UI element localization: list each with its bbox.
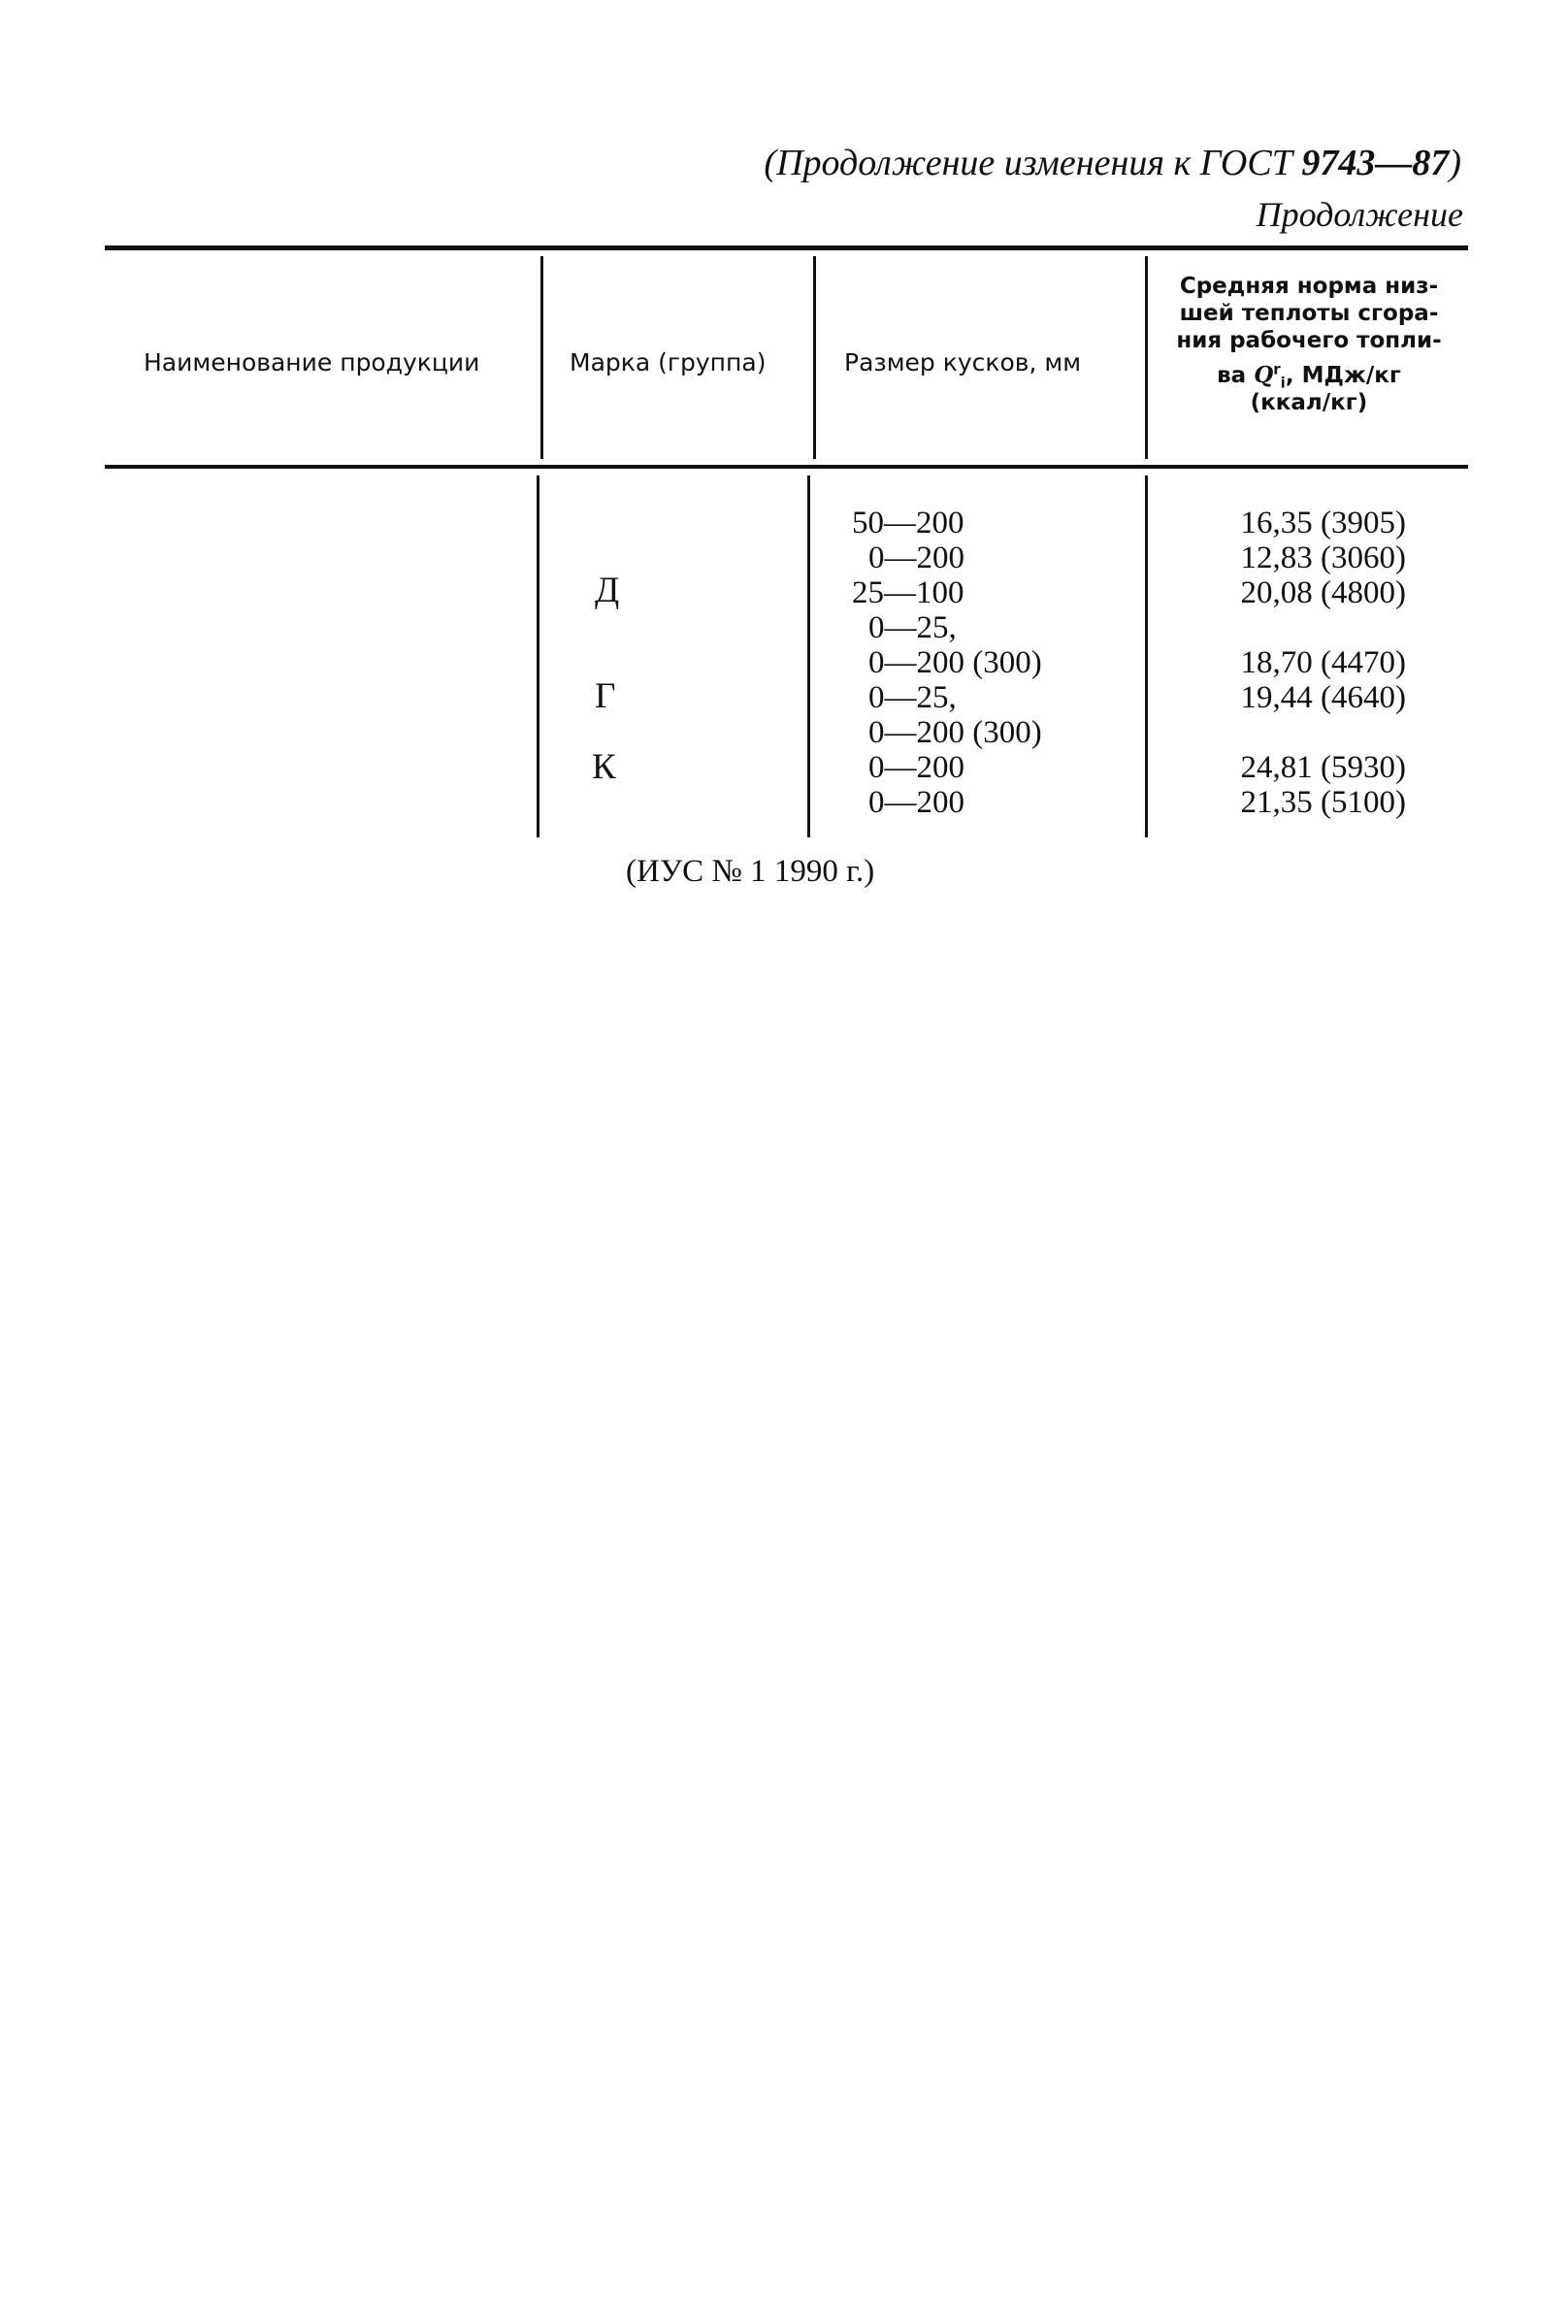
heat-line-4-prefix: ва [1217,363,1255,388]
header-heat-line-3: ния рабочего топли- [1176,328,1442,353]
size-cell: 0—200 [868,785,964,820]
header-heat-line-1: Средняя норма низ- [1179,274,1439,299]
header-heat-line-5: (ккал/кг) [1250,390,1368,415]
size-cell: 25—100 [852,575,964,610]
amendment-source-note: (ИУС № 1 1990 г.) [626,854,875,889]
size-cell: 0—25, [868,680,957,715]
heat-value-cell: 18,70 (4470) [1240,645,1406,680]
body-divider-1 [537,475,539,837]
header-heat-value [1148,273,1470,416]
reference-prefix: (Продолжение изменения к ГОСТ [764,143,1302,183]
mark-cell: К [592,747,616,787]
size-cell: 0—200 (300) [868,715,1042,750]
heat-value-cell: 12,83 (3060) [1240,540,1406,575]
size-cell: 0—25, [868,610,957,645]
body-divider-2 [807,475,810,837]
size-cell: 0—200 [868,540,964,575]
size-cell: 50—200 [852,506,964,540]
header-heat-line-4 [1148,360,1470,392]
mark-cell: Д [595,571,620,610]
heat-value-cell: 20,08 (4800) [1240,575,1406,610]
table-top-rule [105,245,1468,250]
size-cell: 0—200 (300) [868,645,1042,680]
reference-number: 9743—87 [1301,143,1450,183]
table-header-rule [105,465,1468,469]
body-divider-3 [1145,475,1148,837]
header-divider-1 [540,256,543,459]
heat-symbol: Q [1254,362,1274,388]
heat-symbol-sup: r [1273,360,1281,378]
reference-suffix: ) [1449,143,1461,183]
header-size: Размер кусков, мм [844,348,1082,376]
heat-value-cell: 19,44 (4640) [1240,680,1406,715]
header-product-name: Наименование продукции [144,348,480,376]
header-mark: Марка (группа) [570,348,767,376]
heat-value-cell: 16,35 (3905) [1240,506,1406,540]
header-heat-line-2: шей теплоты сгора- [1179,301,1439,326]
heat-value-cell: 24,81 (5930) [1240,750,1406,785]
mark-cell: Г [595,676,616,716]
heat-symbol-sub: i [1280,374,1286,392]
heat-line-4-suffix: , МДж/кг [1285,363,1401,388]
size-cell: 0—200 [868,750,964,785]
header-divider-2 [813,256,816,459]
standard-reference [764,142,1461,184]
continuation-label: Продолжение [1256,195,1463,234]
heat-value-cell: 21,35 (5100) [1240,785,1406,820]
